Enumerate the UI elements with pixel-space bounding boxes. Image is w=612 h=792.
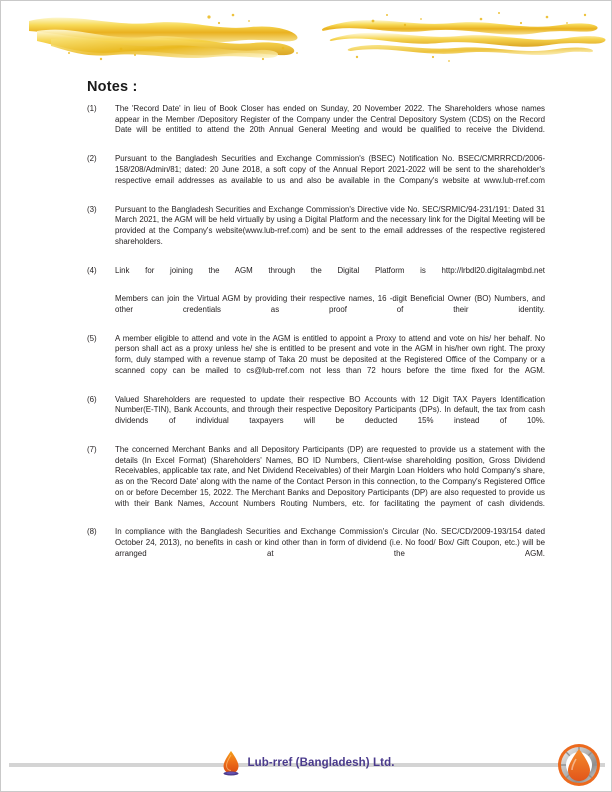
list-item (87, 205, 545, 259)
note-number: (7) (87, 444, 97, 454)
note-number: (6) (87, 394, 97, 404)
note-paragraph: Pursuant to the Bangladesh Securities and Exchange Commission's Directive vide No. SEC/SRMIC/94-231/191: Dated 31 March 2021, the AGM will be held virtually by using a Digital Platform and the necessary link for the Digital Meeting will be provided at the Company's website(www.lub-rref.com) and be sent to the email addresses of the respective registered shareholders. (115, 204, 545, 246)
note-paragraph: Valued Shareholders are requested to update their respective BO Accounts with 12 Digit TAX Payers Identification Number(E-TIN), Bank Accounts, and through their respective Depository Participants (DPs). In default, the tax from cash dividends of individual taxpayers will be deducted 15% instead of 10%. (115, 394, 545, 426)
note-body (115, 205, 545, 259)
list-item (87, 527, 545, 570)
note-paragraph: Link for joining the AGM through the Digital Platform is http://lrbdl20.digitalagmbd.net (115, 265, 545, 275)
oil-drop-gear-icon (553, 741, 605, 791)
note-number: (2) (87, 154, 97, 164)
page-title: Notes : (87, 79, 138, 95)
note-number: (3) (87, 204, 97, 214)
note-paragraph: The concerned Merchant Banks and all Depository Participants (DP) are requested to provide us a statement with the details (In Excel Format) (Shareholders' Names, BO ID Numbers, Client-wise shareholding position, Gross Dividend Receivables, applicable tax rate, and Net Dividend Receivables) of their Margin Loan Holders who hold Company's share, as on the 'Record Date' along with the name of the Contact Person in this connection, to the Company's Registered Office on or before December 15, 2022. The Merchant Banks and Depository Participants (DP) are also requested to provide us with their Bank Names, Account Numbers Routing Numbers, etc. for facilitating the payment of cash dividends. (115, 444, 545, 508)
oil-splash-icon (1, 1, 612, 73)
note-number: (1) (87, 104, 97, 113)
note-body (115, 334, 545, 388)
company-name: Lub-rref (Bangladesh) Ltd. (247, 757, 395, 769)
note-number: (4) (87, 265, 97, 275)
note-paragraph: In compliance with the Bangladesh Securities and Exchange Commission's Circular (No. SEC/CD/2009-193/154 dated October 24, 2013), no benefits in cash or kind other than in form of dividend (i.e. No food/ Box/ Gift Coupon, etc.) will be arranged at the AGM. (115, 527, 545, 558)
oil-splash-graphic (1, 1, 612, 73)
list-item (87, 395, 545, 438)
list-item (87, 104, 545, 147)
list-item (87, 266, 545, 327)
note-number: (8) (87, 527, 97, 537)
note-body (115, 154, 545, 197)
notes-section (87, 79, 545, 570)
note-body (115, 104, 545, 147)
footer-brand (1, 746, 612, 780)
notes-list (87, 104, 545, 570)
note-body (115, 395, 545, 438)
list-item (87, 445, 545, 520)
note-body (115, 266, 545, 327)
note-body (115, 445, 545, 520)
note-paragraph: A member eligible to attend and vote in the AGM is entitled to appoint a Proxy to attend and vote on his/ her behalf. No person shall act as a proxy unless he/ she is entitled to be present and vote in the AGM in his/her own right. The proxy form, duly stamped with a revenue stamp of Taka 20 must be deposited at the Registered Office of the Company or a scanned copy can be mailed to cs@lub-rref.com not less than 72 hours before the time fixed for the AGM. (115, 333, 545, 375)
list-item (87, 334, 545, 388)
oil-drop-flame-icon (220, 750, 242, 776)
list-item (87, 154, 545, 197)
note-paragraph: Pursuant to the Bangladesh Securities and Exchange Commission's (BSEC) Notification No. BSEC/CMRRRCD/2006-158/208/Admin/81; dated: 20 June 2018, a soft copy of the Annual Report 2021-2022 will be sent to the shareholder's respective email addresses as available to us and also be available in the Company's website at www.lub-rref.com (115, 154, 545, 185)
note-number: (5) (87, 333, 97, 343)
note-paragraph: Members can join the Virtual AGM by providing their respective names, 16 -digit Beneficial Owner (BO) Numbers, and other credentials as proof of their identity. (115, 294, 545, 314)
note-paragraph: The 'Record Date' in lieu of Book Closer has ended on Sunday, 20 November 2022. The Shareholders whose names appear in the Member /Depository Register of the Company under the Central Depository System (CDS) on the Record Date will be entitled to attend the 20th Annual General Meeting and would be qualified to receive the Dividend. (115, 104, 545, 135)
note-body (115, 527, 545, 570)
